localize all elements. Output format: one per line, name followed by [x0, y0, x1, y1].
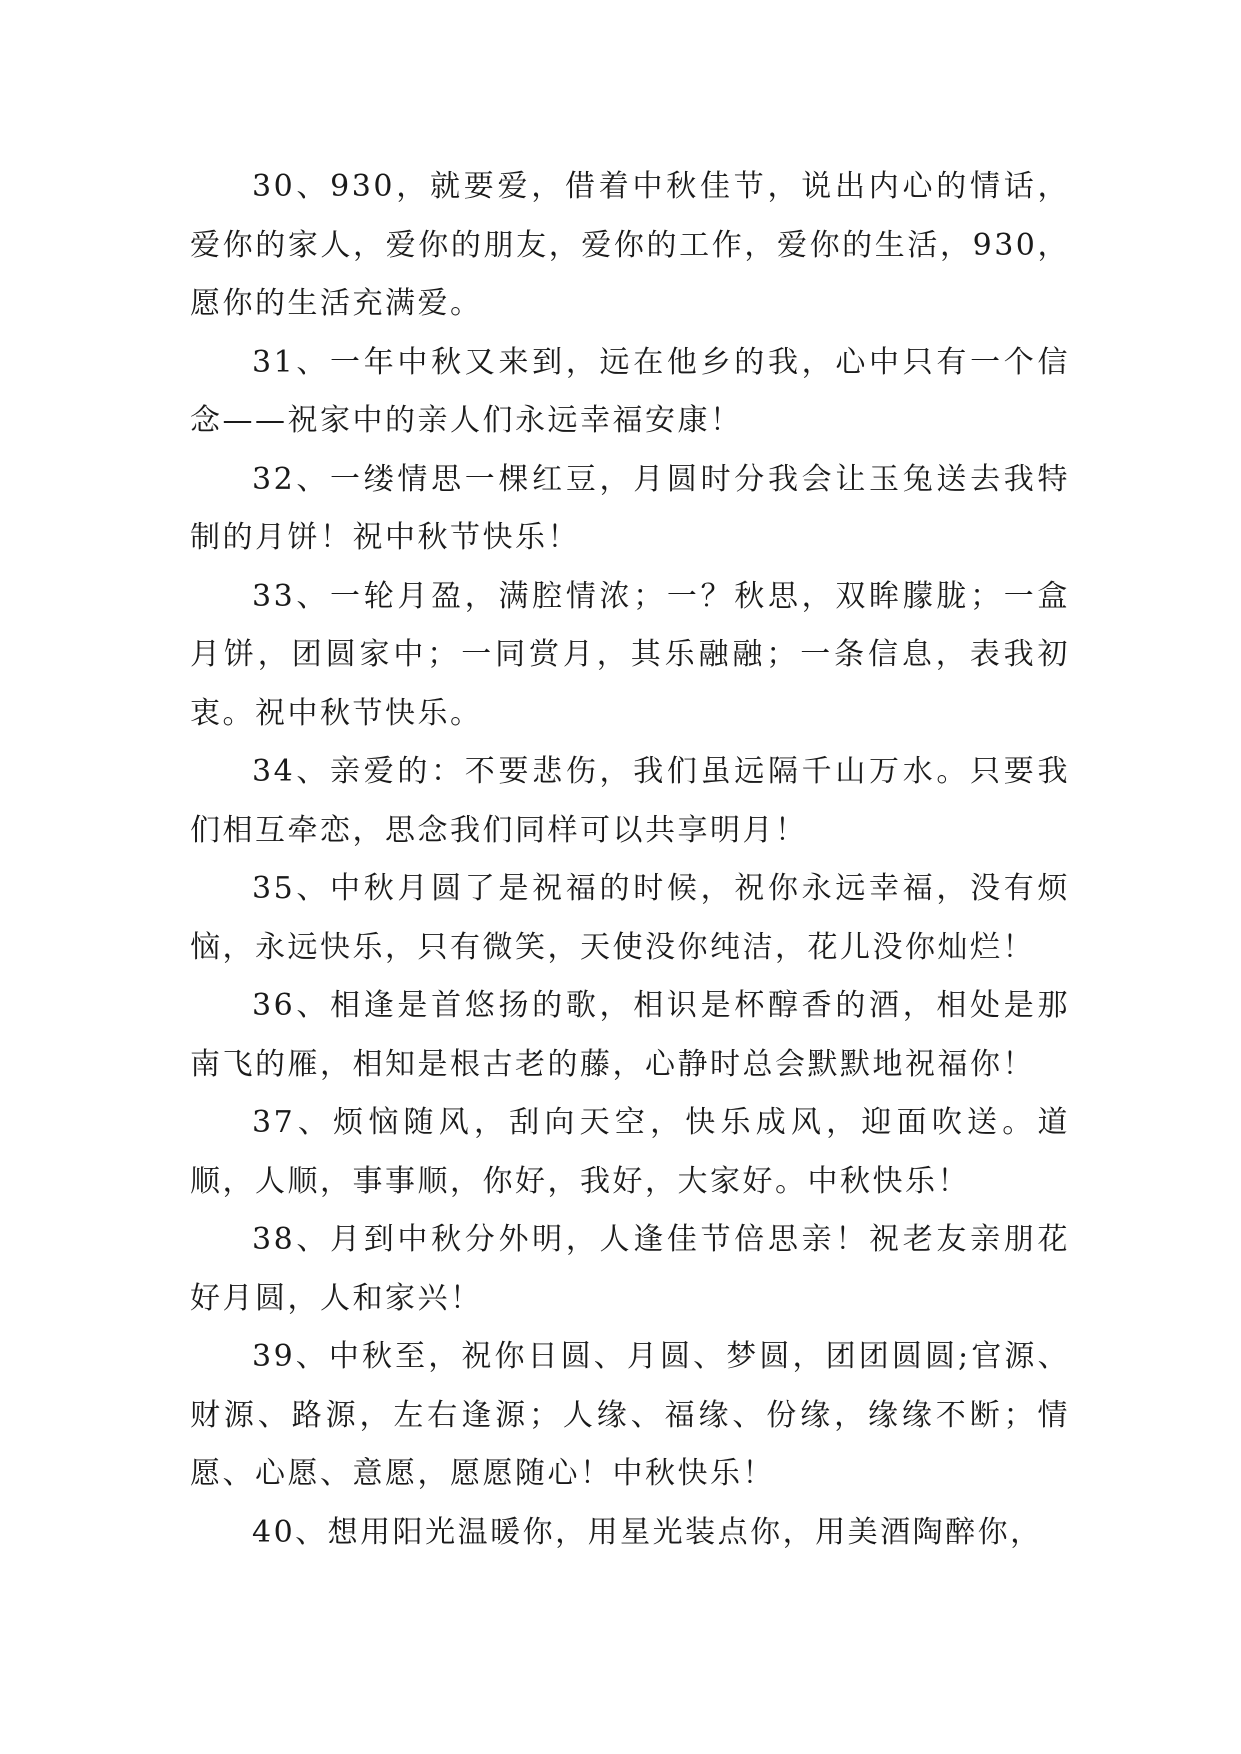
- paragraph-30: 30、930，就要爱，借着中秋佳节，说出内心的情话，爱你的家人，爱你的朋友，爱你的工作，爱你的生活，930，愿你的生活充满爱。: [190, 169, 1070, 321]
- document-body: [190, 158, 1070, 1562]
- paragraph-36: 36、相逢是首悠扬的歌，相识是杯醇香的酒，相处是那南飞的雁，相知是根古老的藤，心静时总会默默地祝福你！: [190, 988, 1070, 1082]
- paragraph-31: 31、一年中秋又来到，远在他乡的我，心中只有一个信念——祝家中的亲人们永远幸福安康！: [190, 344, 1070, 438]
- paragraph-32: 32、一缕情思一棵红豆，月圆时分我会让玉兔送去我特制的月饼！祝中秋节快乐！: [190, 461, 1070, 555]
- paragraph-34: 34、亲爱的：不要悲伤，我们虽远隔千山万水。只要我们相互牵恋，思念我们同样可以共享明月！: [190, 754, 1070, 848]
- paragraph-37: 37、烦恼随风，刮向天空，快乐成风，迎面吹送。道顺，人顺，事事顺，你好，我好，大家好。中秋快乐！: [190, 1105, 1070, 1199]
- paragraph-38: 38、月到中秋分外明，人逢佳节倍思亲！祝老友亲朋花好月圆，人和家兴！: [190, 1222, 1070, 1316]
- paragraph-35: 35、中秋月圆了是祝福的时候，祝你永远幸福，没有烦恼，永远快乐，只有微笑，天使没你纯洁，花儿没你灿烂！: [190, 871, 1070, 965]
- paragraph-33: 33、一轮月盈，满腔情浓；一？秋思，双眸朦胧；一盒月饼，团圆家中；一同赏月，其乐融融；一条信息，表我初衷。祝中秋节快乐。: [190, 578, 1070, 731]
- paragraph-40: 40、想用阳光温暖你，用星光装点你，用美酒陶醉你，: [252, 1514, 1043, 1550]
- paragraph-39: 39、中秋至，祝你日圆、月圆、梦圆，团团圆圆;官源、财源、路源，左右逢源；人缘、福缘、份缘，缘缘不断；情愿、心愿、意愿，愿愿随心！中秋快乐！: [190, 1339, 1070, 1491]
